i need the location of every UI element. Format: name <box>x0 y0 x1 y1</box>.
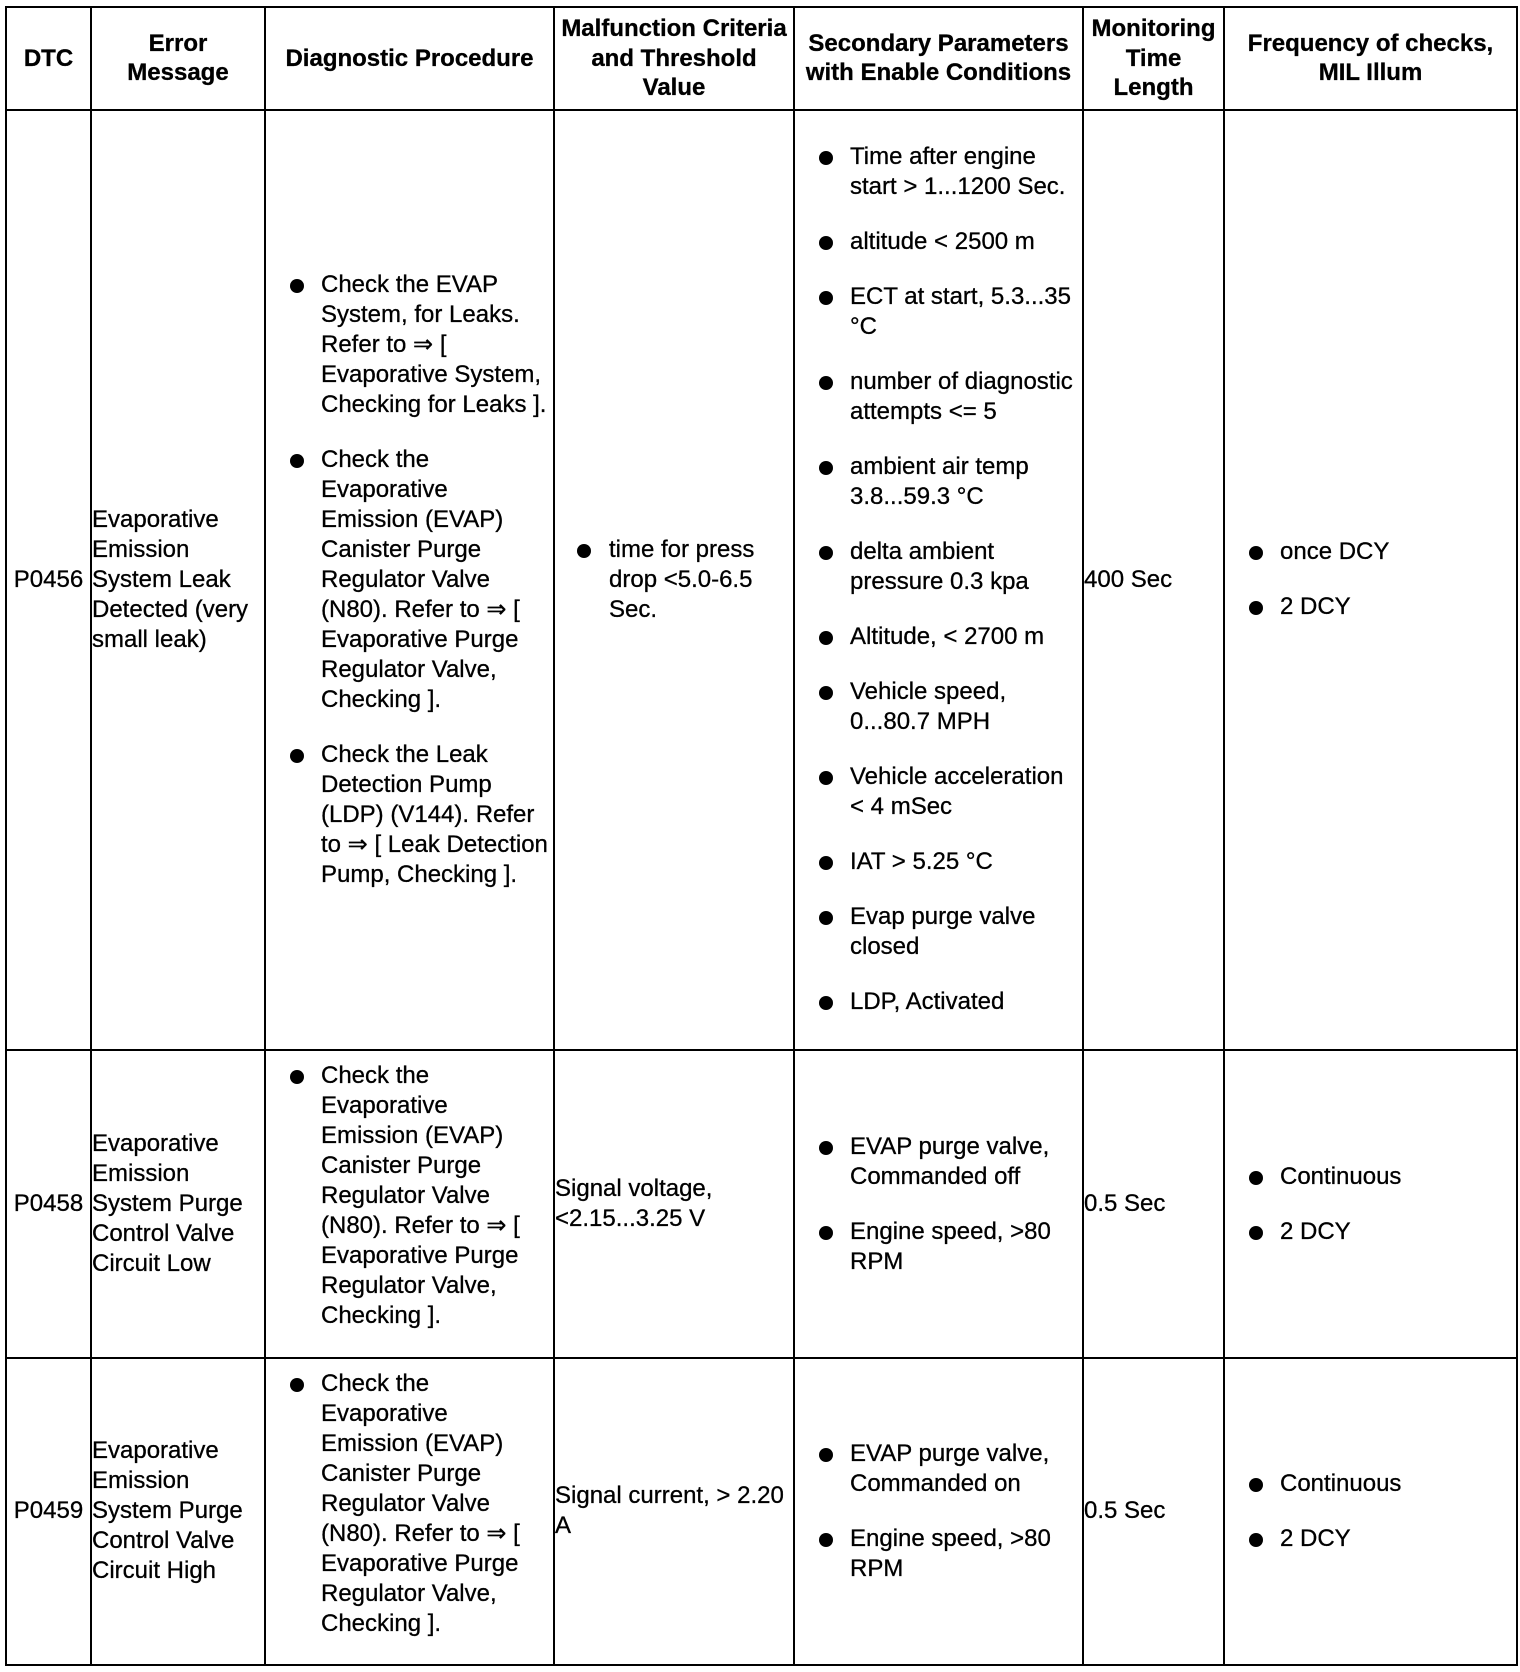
secondary-item: Engine speed, >80 RPM <box>795 1524 1082 1584</box>
secondary-item: Evap purge valve closed <box>795 902 1082 962</box>
header-error-message: Error Message <box>91 7 265 110</box>
table-row-p0459 <box>6 1358 1517 1665</box>
error-message: Evaporative Emission System Leak Detected (very small leak) <box>91 110 265 1051</box>
header-monitoring-time: Monitoring Time Length <box>1083 7 1224 110</box>
frequency-item: Continuous <box>1225 1469 1516 1499</box>
secondary-item: delta ambient pressure 0.3 kpa <box>795 537 1082 597</box>
frequency <box>1224 110 1517 1051</box>
dtc-table <box>5 6 1518 1666</box>
header-diagnostic-procedure: Diagnostic Procedure <box>265 7 554 110</box>
dtc-code: P0456 <box>6 110 91 1051</box>
malfunction-criteria: Signal current, > 2.20 A <box>554 1358 794 1665</box>
header-frequency: Frequency of checks, MIL Illum <box>1224 7 1517 110</box>
secondary-item: altitude < 2500 m <box>795 227 1082 257</box>
secondary-item: ECT at start, 5.3...35 °C <box>795 282 1082 342</box>
error-message: Evaporative Emission System Purge Control Valve Circuit Low <box>91 1050 265 1357</box>
procedure-list <box>266 270 553 890</box>
secondary-item: number of diagnostic attempts <= 5 <box>795 367 1082 427</box>
frequency-item: 2 DCY <box>1225 1217 1516 1247</box>
malfunction-criteria <box>554 110 794 1051</box>
frequency-item: 2 DCY <box>1225 1524 1516 1554</box>
secondary-item: ambient air temp 3.8...59.3 °C <box>795 452 1082 512</box>
table-row-p0458 <box>6 1050 1517 1357</box>
procedure-list <box>266 1369 553 1639</box>
diagnostic-procedure <box>265 110 554 1051</box>
frequency <box>1224 1050 1517 1357</box>
monitoring-time: 0.5 Sec <box>1083 1050 1224 1357</box>
error-message: Evaporative Emission System Purge Control Valve Circuit High <box>91 1358 265 1665</box>
header-row <box>6 7 1517 110</box>
secondary-item: LDP, Activated <box>795 987 1082 1017</box>
procedure-step: Check the Evaporative Emission (EVAP) Canister Purge Regulator Valve (N80). Refer to ⇒ [ Evaporative Purge Regulator Valve, Checking ]. <box>266 1369 553 1639</box>
header-malfunction-criteria: Malfunction Criteria and Threshold Value <box>554 7 794 110</box>
frequency-list <box>1225 1162 1516 1247</box>
criteria-list <box>555 535 793 625</box>
procedure-step: Check the Evaporative Emission (EVAP) Canister Purge Regulator Valve (N80). Refer to ⇒ [ Evaporative Purge Regulator Valve, Checking ]. <box>266 1061 553 1331</box>
procedure-list <box>266 1061 553 1331</box>
secondary-item: EVAP purge valve, Commanded on <box>795 1439 1082 1499</box>
secondary-item: Time after engine start > 1...1200 Sec. <box>795 142 1082 202</box>
secondary-list <box>795 142 1082 1017</box>
secondary-parameters <box>794 1050 1083 1357</box>
frequency-item: Continuous <box>1225 1162 1516 1192</box>
criteria-item: time for press drop <5.0-6.5 Sec. <box>555 535 793 625</box>
monitoring-time: 0.5 Sec <box>1083 1358 1224 1665</box>
header-dtc: DTC <box>6 7 91 110</box>
diagnostic-procedure <box>265 1050 554 1357</box>
procedure-step: Check the Leak Detection Pump (LDP) (V144). Refer to ⇒ [ Leak Detection Pump, Checking ]. <box>266 740 553 890</box>
secondary-item: Engine speed, >80 RPM <box>795 1217 1082 1277</box>
frequency-item: once DCY <box>1225 537 1516 567</box>
diagnostic-procedure <box>265 1358 554 1665</box>
table-row-p0456 <box>6 110 1517 1051</box>
frequency-item: 2 DCY <box>1225 592 1516 622</box>
secondary-list <box>795 1132 1082 1277</box>
secondary-parameters <box>794 1358 1083 1665</box>
secondary-item: Vehicle acceleration < 4 mSec <box>795 762 1082 822</box>
secondary-item: IAT > 5.25 °C <box>795 847 1082 877</box>
frequency-list <box>1225 1469 1516 1554</box>
malfunction-criteria: Signal voltage, <2.15...3.25 V <box>554 1050 794 1357</box>
secondary-item: Altitude, < 2700 m <box>795 622 1082 652</box>
secondary-item: EVAP purge valve, Commanded off <box>795 1132 1082 1192</box>
secondary-item: Vehicle speed, 0...80.7 MPH <box>795 677 1082 737</box>
frequency-list <box>1225 537 1516 622</box>
dtc-code: P0458 <box>6 1050 91 1357</box>
monitoring-time: 400 Sec <box>1083 110 1224 1051</box>
procedure-step: Check the EVAP System, for Leaks. Refer to ⇒ [ Evaporative System, Checking for Leaks ]. <box>266 270 553 420</box>
dtc-code: P0459 <box>6 1358 91 1665</box>
header-secondary-parameters: Secondary Parameters with Enable Conditions <box>794 7 1083 110</box>
frequency <box>1224 1358 1517 1665</box>
secondary-list <box>795 1439 1082 1584</box>
secondary-parameters <box>794 110 1083 1051</box>
procedure-step: Check the Evaporative Emission (EVAP) Canister Purge Regulator Valve (N80). Refer to ⇒ [ Evaporative Purge Regulator Valve, Checking ]. <box>266 445 553 715</box>
